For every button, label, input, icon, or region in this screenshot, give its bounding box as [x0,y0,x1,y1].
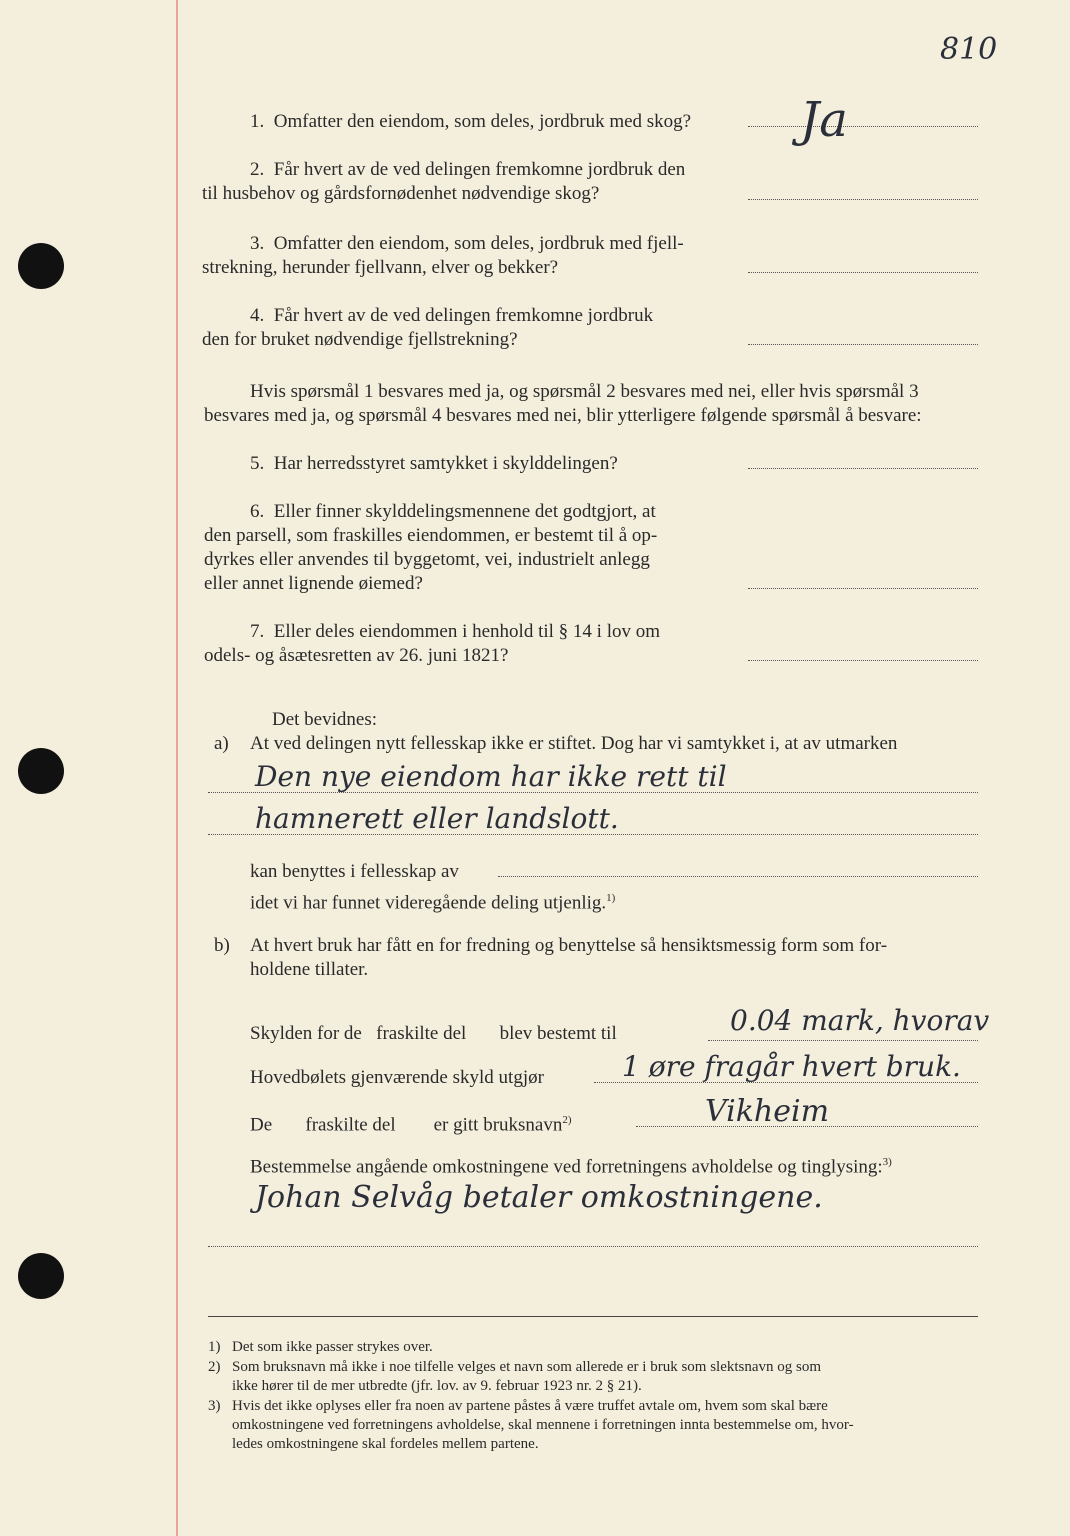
answer-line [748,468,978,469]
question-5: 5. Har herredsstyret samtykket i skylddelingen? [250,453,618,474]
certify-a-text: At ved delingen nytt fellesskap ikke er stiftet. Dog har vi samtykket i, at av utmarken [250,733,898,754]
fill-line [498,876,978,877]
question-3-line-2: strekning, herunder fjellvann, elver og bekker? [202,257,559,278]
skyld-value: 0.04 mark, hvorav [730,1004,990,1037]
footnote-mark: 3) [208,1398,221,1414]
certify-heading: Det bevidnes: [272,709,378,730]
footnote-2: Som bruksnavn må ikke i noe tilfelle velges et navn som allerede er i bruk som slektsnavn og som [232,1359,822,1375]
certify-b-text-2: holdene tillater. [250,959,369,980]
condition-text-2: besvares med ja, og spørsmål 4 besvares med nei, blir ytterligere følgende spørsmål å besvare: [204,405,922,426]
shared-use-label: kan benyttes i fellesskap av [250,861,459,882]
footnote-3-line-3: ledes omkostningene skal fordeles mellem partene. [232,1436,539,1452]
punch-hole [18,748,64,794]
hovedbol-label: Hovedbølets gjenværende skyld utgjør [250,1067,544,1088]
certify-b-text-1: At hvert bruk har fått en for fredning og benyttelse så hensiktsmessig form som for- [250,935,888,956]
certify-a-label: a) [214,733,229,754]
question-4-line-2: den for bruket nødvendige fjellstrekning? [202,329,518,350]
fill-line [208,834,978,835]
punch-hole [18,243,64,289]
question-1: 1. Omfatter den eiendom, som deles, jordbruk med skog? [250,111,692,132]
question-2-line-2: til husbehov og gårdsfornødenhet nødvendige skog? [202,183,600,204]
condition-text-1: Hvis spørsmål 1 besvares med ja, og spørsmål 2 besvares med nei, eller hvis spørsmål 3 [250,381,919,402]
question-6-line-4: eller annet lignende øiemed? [204,573,423,594]
answer-line [748,344,978,345]
footnote-mark: 2) [208,1359,221,1375]
bruksnavn-value: Vikheim [705,1094,830,1129]
question-4: 4. Får hvert av de ved delingen fremkomne jordbruk [250,305,654,326]
question-6: 6. Eller finner skylddelingsmennene det godtgjort, at [250,501,656,522]
footnote-3-line-2: omkostningene ved forretningens avholdelse, skal mennene i forretningen innta bestemmelse om, hvor- [232,1417,854,1433]
omkostning-label: Bestemmelse angående omkostningene ved forretningens avholdelse og tinglysing:$^{3)}$ [250,1156,892,1178]
hovedbol-value: 1 øre fragår hvert bruk. [622,1050,961,1083]
question-2: 2. Får hvert av de ved delingen fremkomne jordbruk den [250,159,686,180]
omkostning-value: Johan Selvåg betaler omkostningene. [255,1180,823,1215]
fill-line [708,1040,978,1041]
question-6-line-3: dyrkes eller anvendes til byggetomt, vei, industrielt anlegg [204,549,650,570]
question-6-line-2: den parsell, som fraskilles eiendommen, er bestemt til å op- [204,525,658,546]
footnote-3: Hvis det ikke oplyses eller fra noen av partene påstes å være truffet avtale om, hvem som skal bære [232,1398,828,1414]
punch-hole [18,1253,64,1299]
fill-line [208,792,978,793]
question-7: 7. Eller deles eiendommen i henhold til § 14 i lov om [250,621,661,642]
footnote-mark: 1) [208,1339,221,1355]
answer-line [748,588,978,589]
footnote-rule [208,1316,978,1317]
fill-line [208,1246,978,1247]
further-division-text: idet vi har funnet videregående deling utjenlig.$^{1)}$ [250,892,616,914]
handwritten-a-line-2: hamnerett eller landslott. [255,802,619,835]
answer-line [748,126,978,127]
answer-line [748,199,978,200]
answer-line [748,272,978,273]
skyld-label: Skylden for de fraskilte del blev bestemt til [250,1023,617,1044]
footnote-2-line-2: ikke hører til de mer utbredte (jfr. lov. av 9. februar 1923 nr. 2 § 21). [232,1378,642,1394]
footnote-1: Det som ikke passer strykes over. [232,1339,433,1355]
page-number: 810 [940,32,998,67]
bruksnavn-label: De fraskilte del er gitt bruksnavn$^{2)}$ [250,1114,572,1136]
certify-b-label: b) [214,935,230,956]
answer-1: Ja [800,92,848,148]
answer-line [748,660,978,661]
question-3: 3. Omfatter den eiendom, som deles, jordbruk med fjell- [250,233,684,254]
question-7-line-2: odels- og åsætesretten av 26. juni 1821? [204,645,509,666]
handwritten-a-line-1: Den nye eiendom har ikke rett til [255,760,727,793]
margin-line [176,0,178,1536]
